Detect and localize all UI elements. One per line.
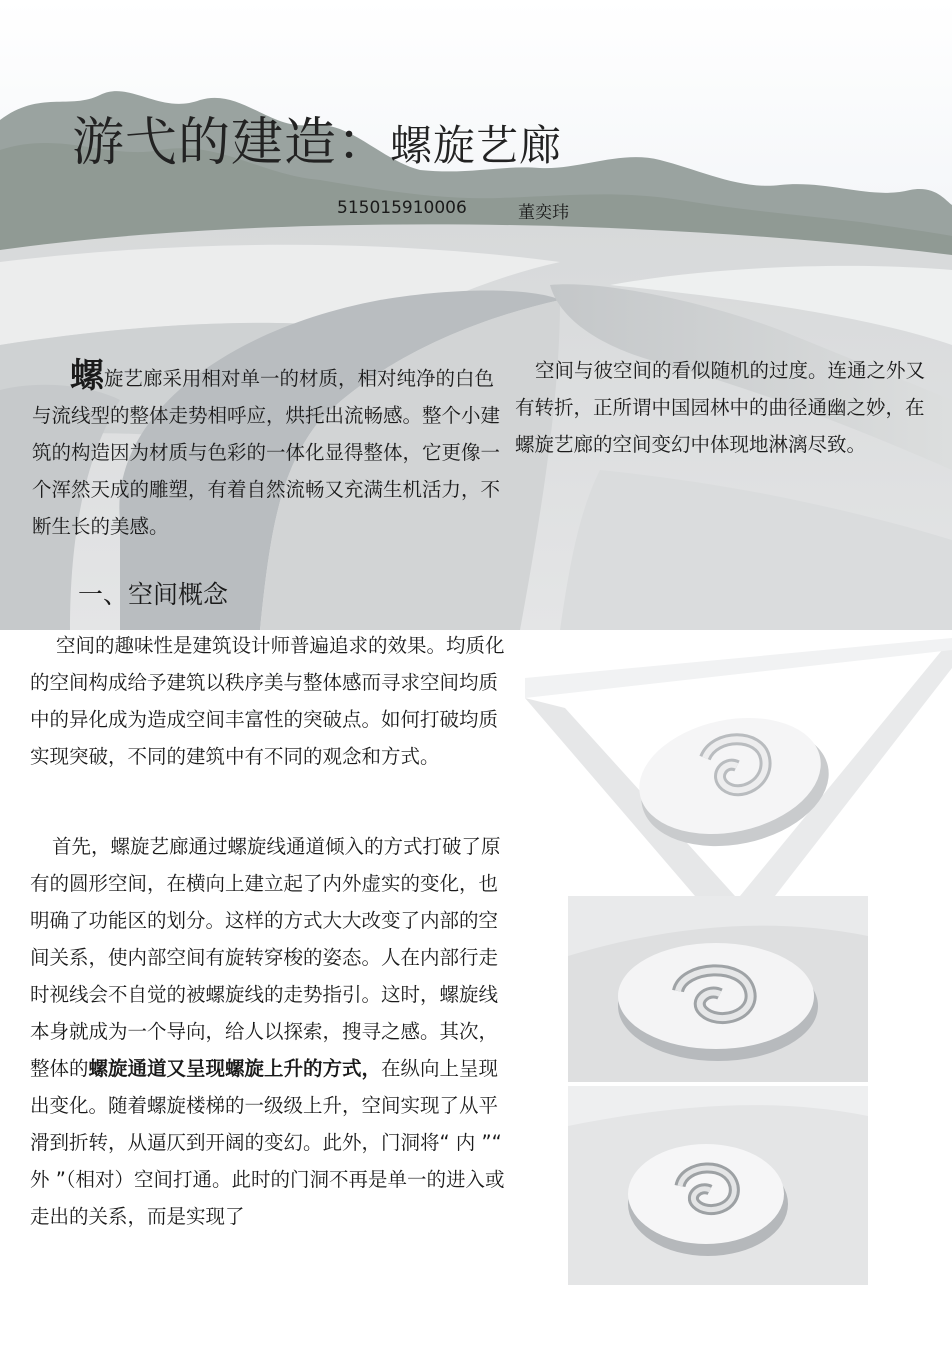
- body-p2-bold: 螺旋通道又呈现螺旋上升的方式，: [88, 1057, 382, 1080]
- model-photo-top-view: [525, 638, 952, 896]
- intro-left-text: 旋艺廊采用相对单一的材质，相对纯净的白色与流线型的整体走势相呼应，烘托出流畅感。整个小建筑的构造因为材质与色彩的一体化显得整体，它更像一个浑然天成的雕塑，有着自然流畅又充满生机活力，不断生长的美感。: [32, 367, 501, 538]
- intro-paragraph-right: [515, 352, 940, 463]
- title-sub: 螺旋艺廊: [390, 121, 563, 170]
- body-p2-text-a: 首先，螺旋艺廊通过螺旋线通道倾入的方式打破了原有的圆形空间，在横向上建立起了内外虚实的变化，也明确了功能区的划分。这样的方式大大改变了内部的空间关系，使内部空间有旋转穿梭的姿态。人在内部行走时视线会不自觉的被螺旋线的走势指引。这时，螺旋线本身就成为一个导向，给人以探索，搜寻之感。其次，整体的: [30, 835, 501, 1080]
- body-p2-text-b: 在纵向上呈现出变化。随着螺旋楼梯的一级级上升，空间实现了从平滑到折转，从逼仄到开阔的变幻。此外，门洞将“ 内 ”“ 外 ”（相对）空间打通。此时的门洞不再是单一的进入或走出的关系，而是实现了: [30, 1057, 505, 1228]
- student-id: 515015910006: [337, 198, 467, 218]
- intro-right-text: 空间与彼空间的看似随机的过度。连通之外又有转折，正所谓中国园林中的曲径通幽之妙，在螺旋艺廊的空间变幻中体现地淋漓尽致。: [515, 359, 926, 456]
- body-p1-text: 空间的趣味性是建筑设计师普遍追求的效果。均质化的空间构成给予建筑以秩序美与整体感而寻求空间均质中的异化成为造成空间丰富性的突破点。如何打破均质实现突破，不同的建筑中有不同的观念和方式。: [30, 634, 505, 768]
- model-photo-angle-2: [568, 1086, 868, 1285]
- body-paragraph-2: [30, 828, 510, 1235]
- model-photo-angle-1: [568, 896, 868, 1082]
- section-heading: 一、空间概念: [78, 580, 229, 609]
- author-name: 董奕玮: [518, 203, 569, 223]
- intro-paragraph-left: [32, 358, 504, 545]
- dropcap: 螺: [70, 356, 104, 396]
- body-paragraph-1: [30, 627, 510, 775]
- page-title: [72, 100, 562, 175]
- title-main: 游弋的建造：: [72, 113, 391, 173]
